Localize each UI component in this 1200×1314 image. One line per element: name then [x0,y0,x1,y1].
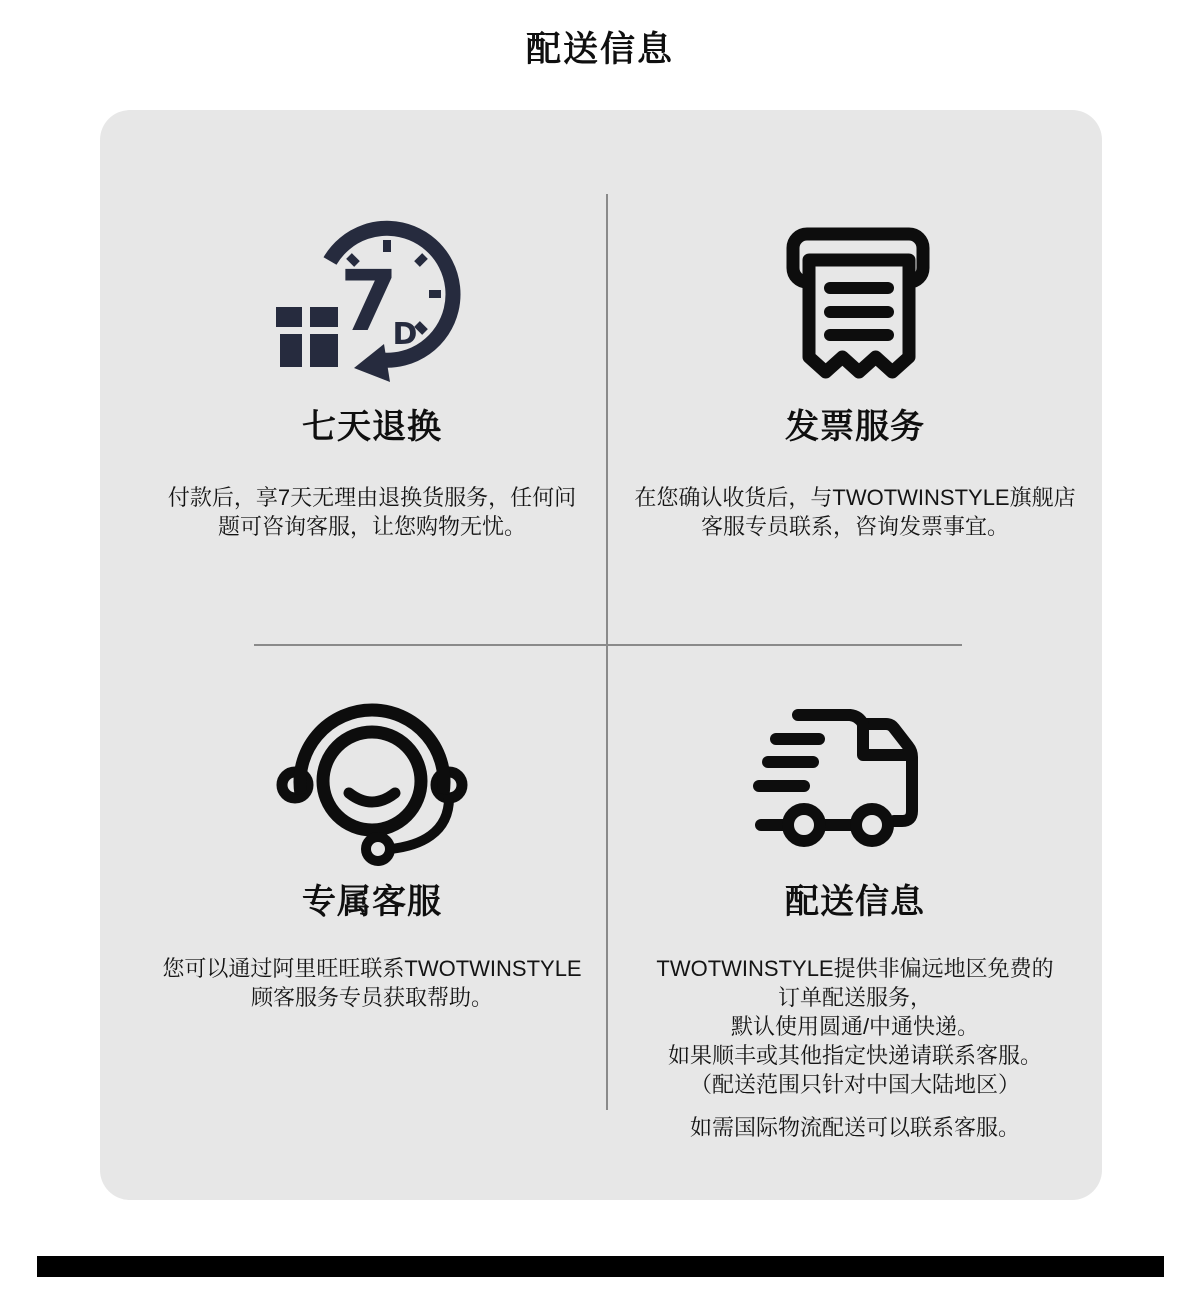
seven-day-return-clock-icon [274,210,470,400]
section-title: 专属客服 [302,883,442,921]
section-text: 在您确认收货后，与TWOTWINSTYLE旗舰店 客服专员联系，咨询发票事宜。 [634,485,1076,539]
delivery-truck-icon [750,695,960,861]
section-customer-service [118,647,626,1012]
section-title: 发票服务 [785,408,925,446]
section-title: 配送信息 [785,883,925,921]
section-text: TWOTWINSTYLE提供非偏远地区免费的 订单配送服务， 默认使用圆通/中通快递。 如果顺丰或其他指定快递请联系客服。 （配送范围只针对中国大陆地区） [656,956,1054,1097]
svg-text:7: 7 [339,252,399,350]
section-invoice-service [608,110,1102,541]
page-title: 配送信息 [525,30,674,69]
footer-bar [37,1256,1164,1277]
receipt-icon [780,222,930,390]
section-seven-day-return [118,110,626,541]
section-text: 付款后，享7天无理由退换货服务，任何问 题可咨询客服，让您购物无忧。 [167,485,577,539]
svg-text:D: D [392,317,418,352]
horizontal-divider [254,644,962,646]
section-title: 七天退换 [302,408,442,446]
headset-icon [272,693,472,871]
section-text: 您可以通过阿里旺旺联系TWOTWINSTYLE 顾客服务专员获取帮助。 [162,956,582,1010]
service-info-panel [100,110,1102,1200]
international-shipping-note: 如需国际物流配送可以联系客服。 [689,1115,1020,1140]
section-delivery-info [608,647,1102,1142]
